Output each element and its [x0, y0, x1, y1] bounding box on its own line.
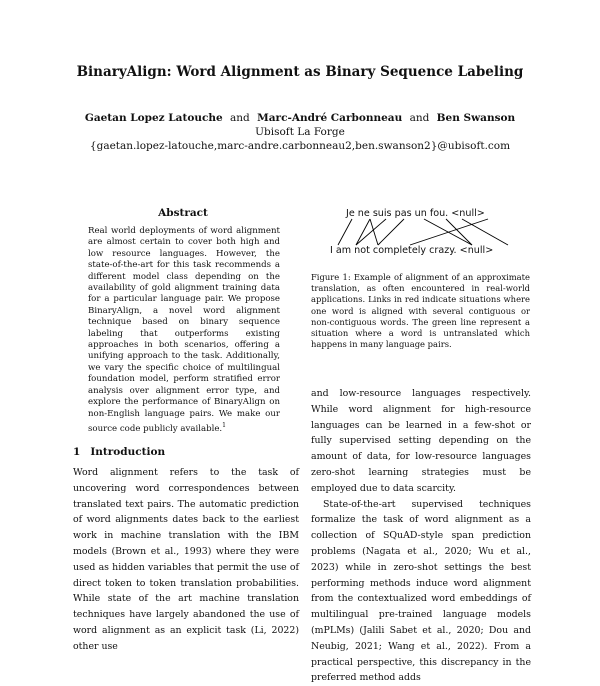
paragraph: and low-resource languages respectively. While word alignment for high-resource languages can be learned in a few-shot or fully supervised setting depending on the amount of data, for low-resource languages zero-shot learning strategies must be employed due to data scarcity.: [311, 388, 531, 494]
link-null-completely: [410, 219, 488, 245]
author-connector: and: [230, 112, 250, 124]
intro-paragraph: [73, 465, 299, 655]
author-connector: and: [409, 112, 430, 124]
link-ne-am: [356, 219, 370, 245]
author-3: Ben Swanson: [436, 112, 516, 124]
author-emails: {gaetan.lopez-latouche,marc-andre.carbonneau2,ben.swanson2}@ubisoft.com: [89, 140, 511, 152]
author-line: [0, 112, 600, 124]
abstract-heading: Abstract: [158, 207, 208, 219]
author-2: Marc-André Carbonneau: [257, 112, 403, 124]
section-heading: [73, 446, 165, 458]
right-column-text: [311, 386, 531, 686]
figure-caption: Figure 1: Example of alignment of an approximate translation, as often encountered in real-world applications. Links in red indicate situations where one word is aligned with several contiguous or non-contiguous words. The green line represent a situation where a word is untranslated which happens in many language pairs.: [311, 272, 530, 350]
abstract-text: Real world deployments of word alignment are almost certain to cover both high and low resource languages. However, the state-of-the-art for this task recommends a different model class depending on the availability of gold alignment training data for a particular language pair. We propose BinaryAlign, a novel word alignment technique based on binary sequence labeling that outperforms existing approaches in both scenarios, offering a unifying approach to the task. Additionally, we vary the specific choice of multilingual foundation model, perform stratified error analysis over alignment error type, and explore the performance of BinaryAlign on non-English language pairs. We make our source code publicly available.: [88, 226, 280, 434]
abstract-body: [88, 226, 280, 435]
paragraph: State-of-the-art supervised techniques formalize the task of word alignment as a collection of SQuAD-style span prediction problems (Nagata et al., 2020; Wu et al., 2023) while in zero-shot settings the best performing methods induce word alignment from the contextualized word embeddings of multilingual pre-trained language models (mPLMs) (Jalili Sabet et al., 2020; Dou and Neubig, 2021; Wang et al., 2022). From a practical perspective, this discrepancy in the preferred method adds: [311, 498, 531, 684]
footnote-mark: 1: [222, 421, 226, 429]
paper-title: BinaryAlign: Word Alignment as Binary Sequence Labeling: [76, 64, 524, 80]
link-period-null: [462, 219, 508, 245]
figure-source-sentence: Je ne suis pas un fou. <null>: [346, 208, 485, 219]
link-je-i: [338, 219, 352, 245]
author-1: Gaetan Lopez Latouche: [84, 112, 223, 124]
section-title: Introduction: [90, 446, 166, 458]
intro-text: Word alignment refers to the task of uncovering word correspondences between translated text pairs. The automatic prediction of word alignments dates back to the earliest work in machine translation with the IBM models (Brown et al., 1993) where they were used as hidden variables that permit the use of direct token to token translation probabilities. While state of the art machine translation techniques have largely abandoned the use of word alignment as an explicit task (Li, 2022) other use: [73, 467, 299, 652]
alignment-links: [338, 219, 508, 245]
affiliation: Ubisoft La Forge: [255, 126, 345, 138]
figure-target-sentence: I am not completely crazy. <null>: [330, 245, 494, 256]
section-number: 1: [73, 446, 81, 458]
